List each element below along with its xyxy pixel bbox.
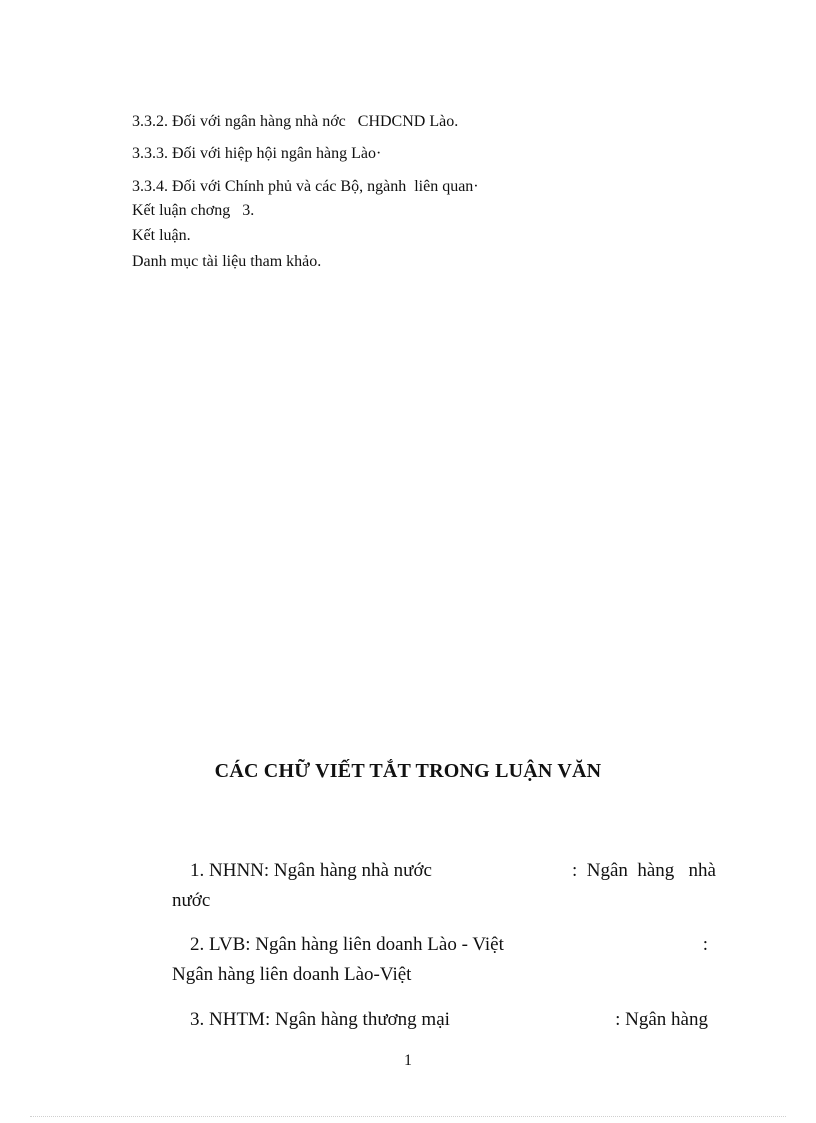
page-bottom-divider: [30, 1116, 786, 1117]
abbreviation-term: 2. LVB: Ngân hàng liên doanh Lào - Việt: [190, 934, 504, 955]
page-number: 1: [404, 1052, 412, 1069]
abbreviation-definition: : Ngân hàng nhà: [571, 860, 716, 881]
abbreviation-definition: :: [702, 934, 708, 955]
abbreviation-definition: : Ngân hàng: [615, 1009, 708, 1030]
abbreviation-term: 3. NHTM: Ngân hàng thương mại: [190, 1009, 450, 1030]
abbreviation-entry: [172, 856, 716, 916]
abbreviation-continuation: Ngân hàng liên doanh Lào-Việt: [172, 964, 412, 985]
toc-item: 3.3.4. Đối với Chính phủ và các Bộ, ngành liên quan·: [132, 178, 479, 195]
toc-item: Kết luận.: [132, 227, 191, 244]
toc-item: Kết luận chơng 3.: [132, 202, 255, 219]
abbreviation-term: 1. NHNN: Ngân hàng nhà nước: [190, 860, 432, 881]
toc-item: Danh mục tài liệu tham khảo.: [132, 253, 322, 270]
toc-item: 3.3.2. Đối với ngân hàng nhà nớc CHDCND Lào.: [132, 113, 459, 130]
abbreviation-continuation: nước: [172, 890, 211, 911]
abbreviation-entry: [172, 930, 716, 990]
toc-item: 3.3.3. Đối với hiệp hội ngân hàng Lào·: [132, 145, 382, 162]
section-title: CÁC CHỮ VIẾT TẮT TRONG LUẬN VĂN: [214, 760, 602, 782]
abbreviation-entry: [172, 1005, 716, 1035]
